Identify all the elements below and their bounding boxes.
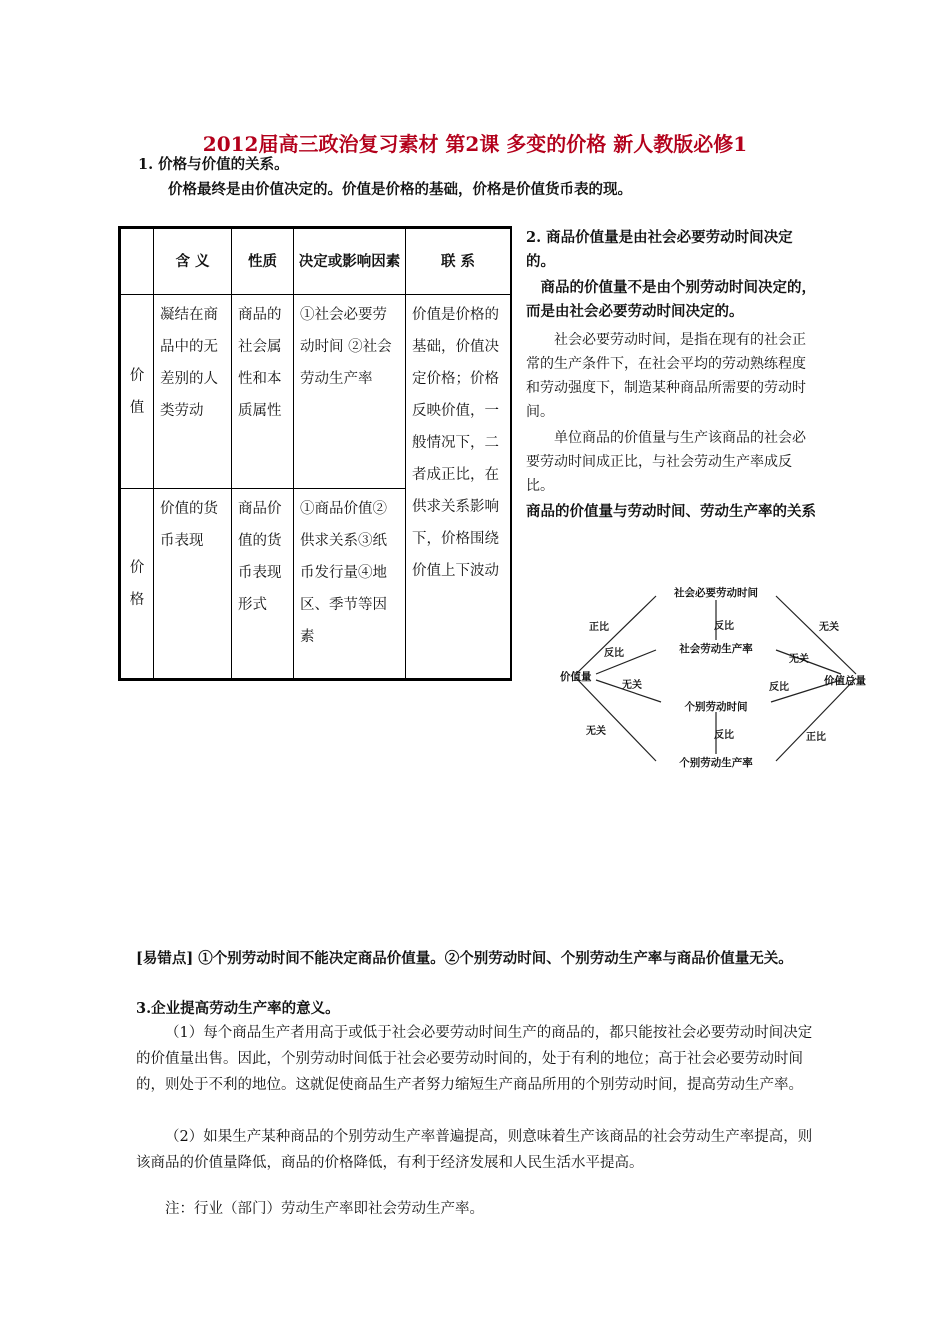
table-row-label-value: 价值	[121, 295, 154, 489]
table-header-blank	[121, 229, 154, 295]
section-2-paragraph-2: 单位商品的价值量与生产该商品的社会必要劳动时间成正比，与社会劳动生产率成反比。	[526, 430, 806, 494]
page-title: 2012届高三政治复习素材 第2课 多变的价格 新人教版必修1	[202, 132, 748, 156]
section-1-heading: 1. 价格与价值的关系。	[138, 156, 289, 173]
diagram-node-mid-up: 社会劳动生产率	[679, 643, 753, 655]
table-cell-price-meaning: 价值的货币表现	[154, 489, 232, 679]
table-cell-value-factors: ①社会必要劳动时间 ②社会劳动生产率	[294, 295, 406, 489]
diagram-edge-left-bottom: 无关	[586, 726, 606, 737]
section-3-heading: 3.企业提高劳动生产率的意义。	[136, 1000, 340, 1017]
diagram-node-left: 价值量	[560, 671, 592, 683]
diagram-edge-midup-right: 无关	[789, 654, 809, 665]
diagram-edge-top-right: 无关	[819, 622, 839, 633]
table-cell-link: 价值是价格的基础，价值决定价格；价格反映价值，一般情况下，二者成正比，在供求关系影响下，价格围绕价值上下波动	[406, 295, 511, 679]
section-3-paragraph-2: （2）如果生产某种商品的个别劳动生产率普遍提高，则意味着生产该商品的社会劳动生产率提高，则该商品的价值量降低，商品的价格降低，有利于经济发展和人民生活水平提高。	[136, 1129, 813, 1171]
diagram-edge-top-mid: 反比	[714, 621, 734, 632]
section-2-subheading: 商品的价值量不是由个别劳动时间决定的，而是由社会必要劳动时间决定的。	[526, 279, 816, 320]
diagram-edge-left-top: 正比	[589, 622, 609, 633]
mistake-note: [易错点] ①个别劳动时间不能决定商品价值量。②个别劳动时间、个别劳动生产率与商品价值量无关。	[136, 950, 793, 967]
diagram-edge-midup-left: 反比	[604, 648, 624, 659]
diagram-edge-right-middown: 反比	[769, 682, 789, 693]
table-header-link: 联 系	[406, 229, 511, 295]
table-cell-value-meaning: 凝结在商品中的无差别的人类劳动	[154, 295, 232, 489]
table-cell-price-factors: ①商品价值②供求关系③纸币发行量④地区、季节等因素	[294, 489, 406, 679]
table-row-label-price: 价格	[121, 489, 154, 679]
diagram-node-bottom: 个别劳动生产率	[679, 757, 753, 769]
price-value-table	[118, 226, 512, 681]
table-cell-value-nature: 商品的社会属性和本质属性	[232, 295, 294, 489]
section-2-heading: 2. 商品价值量是由社会必要劳动时间决定的。	[526, 229, 793, 270]
diagram-edge-left-middown: 无关	[622, 680, 642, 691]
relation-diagram	[556, 578, 878, 773]
diagram-node-mid-down: 个别劳动时间	[684, 701, 748, 713]
section-2	[526, 226, 818, 524]
table-header-nature: 性质	[232, 229, 294, 295]
table-header-factors: 决定或影响因素	[294, 229, 406, 295]
section-2-paragraph-1: 社会必要劳动时间，是指在现有的社会正常的生产条件下，在社会平均的劳动熟练程度和劳动强度下，制造某种商品所需要的劳动时间。	[526, 332, 806, 420]
diagram-edge-middown-bottom: 反比	[714, 730, 734, 741]
diagram-caption: 商品的价值量与劳动时间、劳动生产率的关系	[526, 503, 816, 520]
diagram-node-top: 社会必要劳动时间	[674, 587, 758, 599]
table-header-meaning: 含 义	[154, 229, 232, 295]
section-3-note: 注：行业（部门）劳动生产率即社会劳动生产率。	[165, 1201, 484, 1217]
table-cell-price-nature: 商品价值的货币表现形式	[232, 489, 294, 679]
section-1-body: 价格最终是由价值决定的。价值是价格的基础，价格是价值货币表的现。	[168, 181, 632, 198]
diagram-edge-bottom-right: 正比	[806, 732, 826, 743]
diagram-node-right: 价值总量	[824, 675, 866, 687]
section-3-paragraph-1: （1）每个商品生产者用高于或低于社会必要劳动时间生产的商品的，都只能按社会必要劳动时间决定的价值量出售。因此，个别劳动时间低于社会必要劳动时间的，处于有利的地位；高于社会必要劳动时间的，则处于不利的地位。这就促使商品生产者努力缩短生产商品所用的个别劳动时间，提高劳动生产率。	[136, 1025, 813, 1093]
